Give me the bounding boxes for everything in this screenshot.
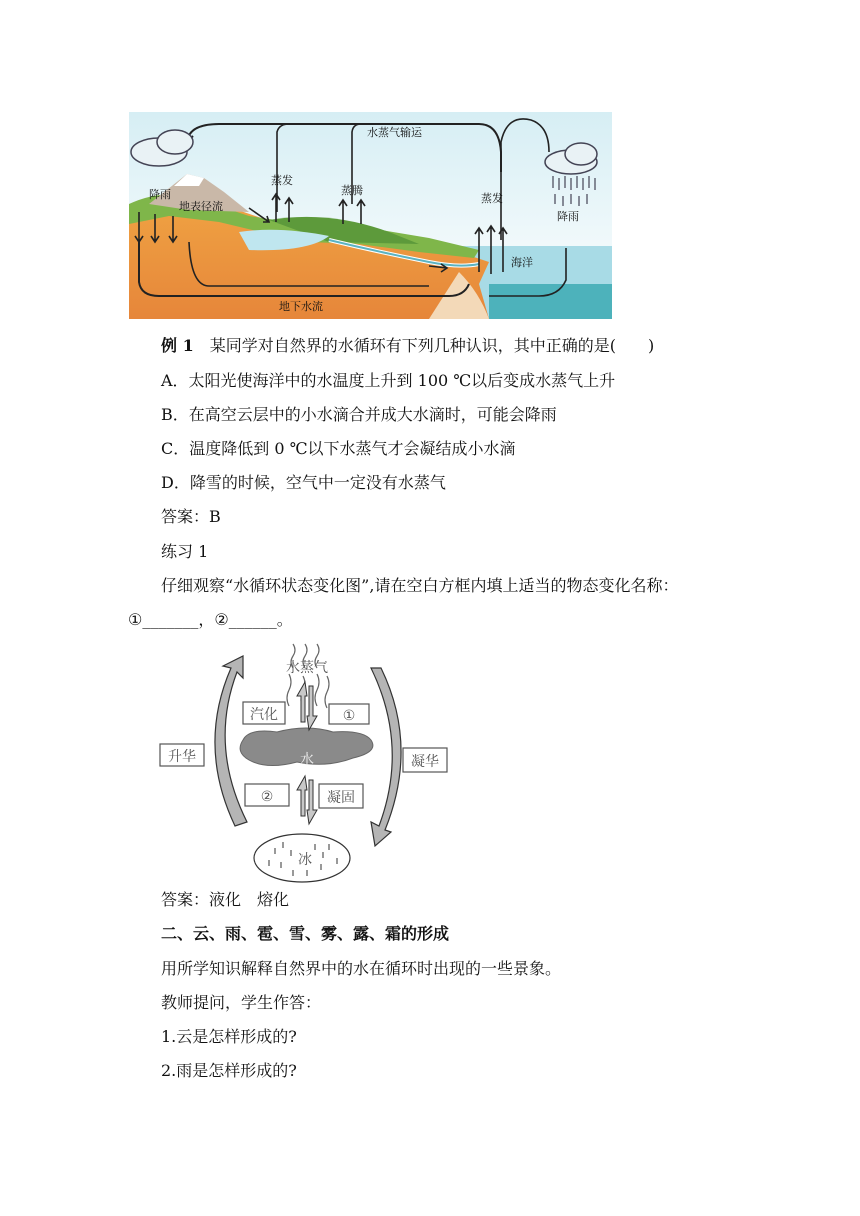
ice-label: 冰 [298, 852, 312, 868]
desublimation-label: 凝华 [411, 754, 439, 770]
example-question [161, 336, 654, 356]
blank-box-1: ① [342, 708, 356, 724]
teacher-note: 教师提问，学生作答： [161, 993, 322, 1012]
section-intro: 用所学知识解释自然界中的水在循环时出现的一些景象。 [161, 959, 562, 978]
rain-left-label: 降雨 [149, 188, 171, 201]
option-c: C．温度降低到 0 ℃以下水蒸气才会凝结成小水滴 [161, 439, 516, 458]
blank-box-2: ② [260, 789, 274, 805]
ocean-label: 海洋 [511, 256, 533, 269]
water-label: 水 [300, 752, 314, 768]
option-d: D．降雪的时候，空气中一定没有水蒸气 [161, 473, 446, 492]
practice-answer: 答案：液化 熔化 [161, 890, 290, 909]
vapor-label: 水蒸气 [286, 660, 328, 676]
evaporation-ocean-label: 蒸发 [481, 192, 503, 205]
practice-blanks: ①_______，②______。 [128, 610, 293, 629]
rain-right-label: 降雨 [557, 210, 579, 223]
vapor-transport-label: 水蒸气输运 [367, 126, 422, 139]
freeze-label: 凝固 [327, 790, 355, 806]
practice-title: 练习 1 [161, 542, 209, 561]
surface-runoff-label: 地表径流 [179, 200, 223, 213]
evaporation-label: 蒸发 [271, 174, 293, 187]
groundwater-label: 地下水流 [279, 300, 323, 313]
vaporize-label: 汽化 [250, 707, 278, 723]
question-2: 2.雨是怎样形成的? [161, 1061, 297, 1080]
example-question-text: 某同学对自然界的水循环有下列几种认识，其中正确的是( ) [209, 336, 655, 355]
water-cycle-figure [129, 112, 612, 319]
question-1: 1.云是怎样形成的? [161, 1027, 297, 1046]
practice-prompt: 仔细观察“水循环状态变化图”,请在空白方框内填上适当的物态变化名称： [161, 576, 679, 595]
state-change-figure [157, 636, 449, 886]
example-tag: 例 1 [161, 336, 194, 355]
sublimation-label: 升华 [168, 749, 196, 765]
option-a: A．太阳光使海洋中的水温度上升到 100 ℃以后变成水蒸气上升 [161, 371, 616, 390]
option-b: B．在高空云层中的小水滴合并成大水滴时，可能会降雨 [161, 405, 557, 424]
example-answer: 答案：B [161, 507, 221, 526]
transpiration-label: 蒸腾 [341, 184, 363, 197]
section-heading: 二、云、雨、雹、雪、雾、露、霜的形成 [161, 924, 450, 943]
